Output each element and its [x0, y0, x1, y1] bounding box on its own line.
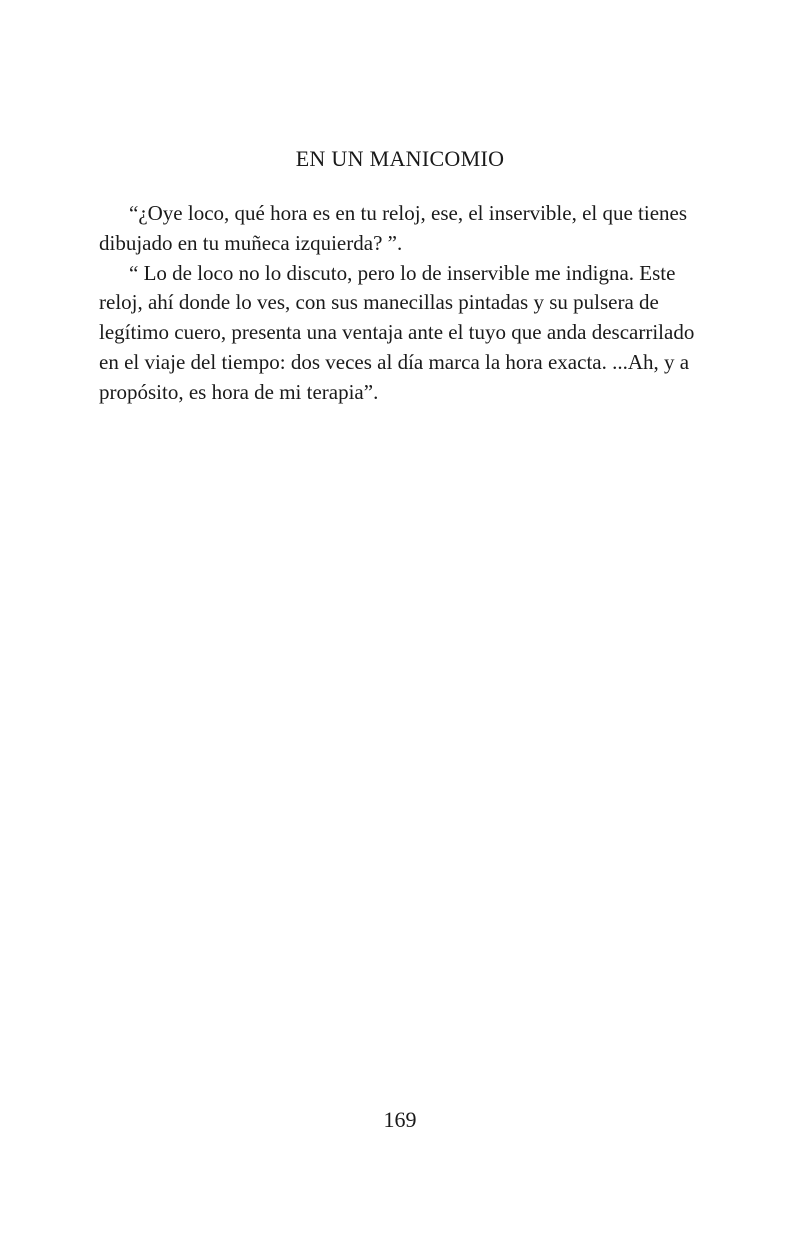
page-number: 169 [383, 1107, 417, 1132]
text-line: en el viaje del tiempo: dos veces al día marca la hora exacta. ...Ah, y a [99, 349, 690, 374]
chapter-title: EN UN MANICOMIO [295, 146, 505, 171]
text-line: legítimo cuero, presenta una ventaja ante el tuyo que anda descarrilado [99, 320, 695, 345]
text-line: “ Lo de loco no lo discuto, pero lo de inservible me indigna. Este [129, 260, 676, 285]
paragraph-answer [99, 259, 699, 408]
text-line: dibujado en tu muñeca izquierda? ”. [99, 230, 403, 255]
text-line: “¿Oye loco, qué hora es en tu reloj, ese, el inservible, el que tienes [129, 201, 688, 225]
body-text [99, 199, 699, 408]
text-line: propósito, es hora de mi terapia”. [99, 379, 379, 404]
paragraph-question [99, 199, 699, 259]
text-line: reloj, ahí donde lo ves, con sus manecillas pintadas y su pulsera de [99, 290, 659, 315]
